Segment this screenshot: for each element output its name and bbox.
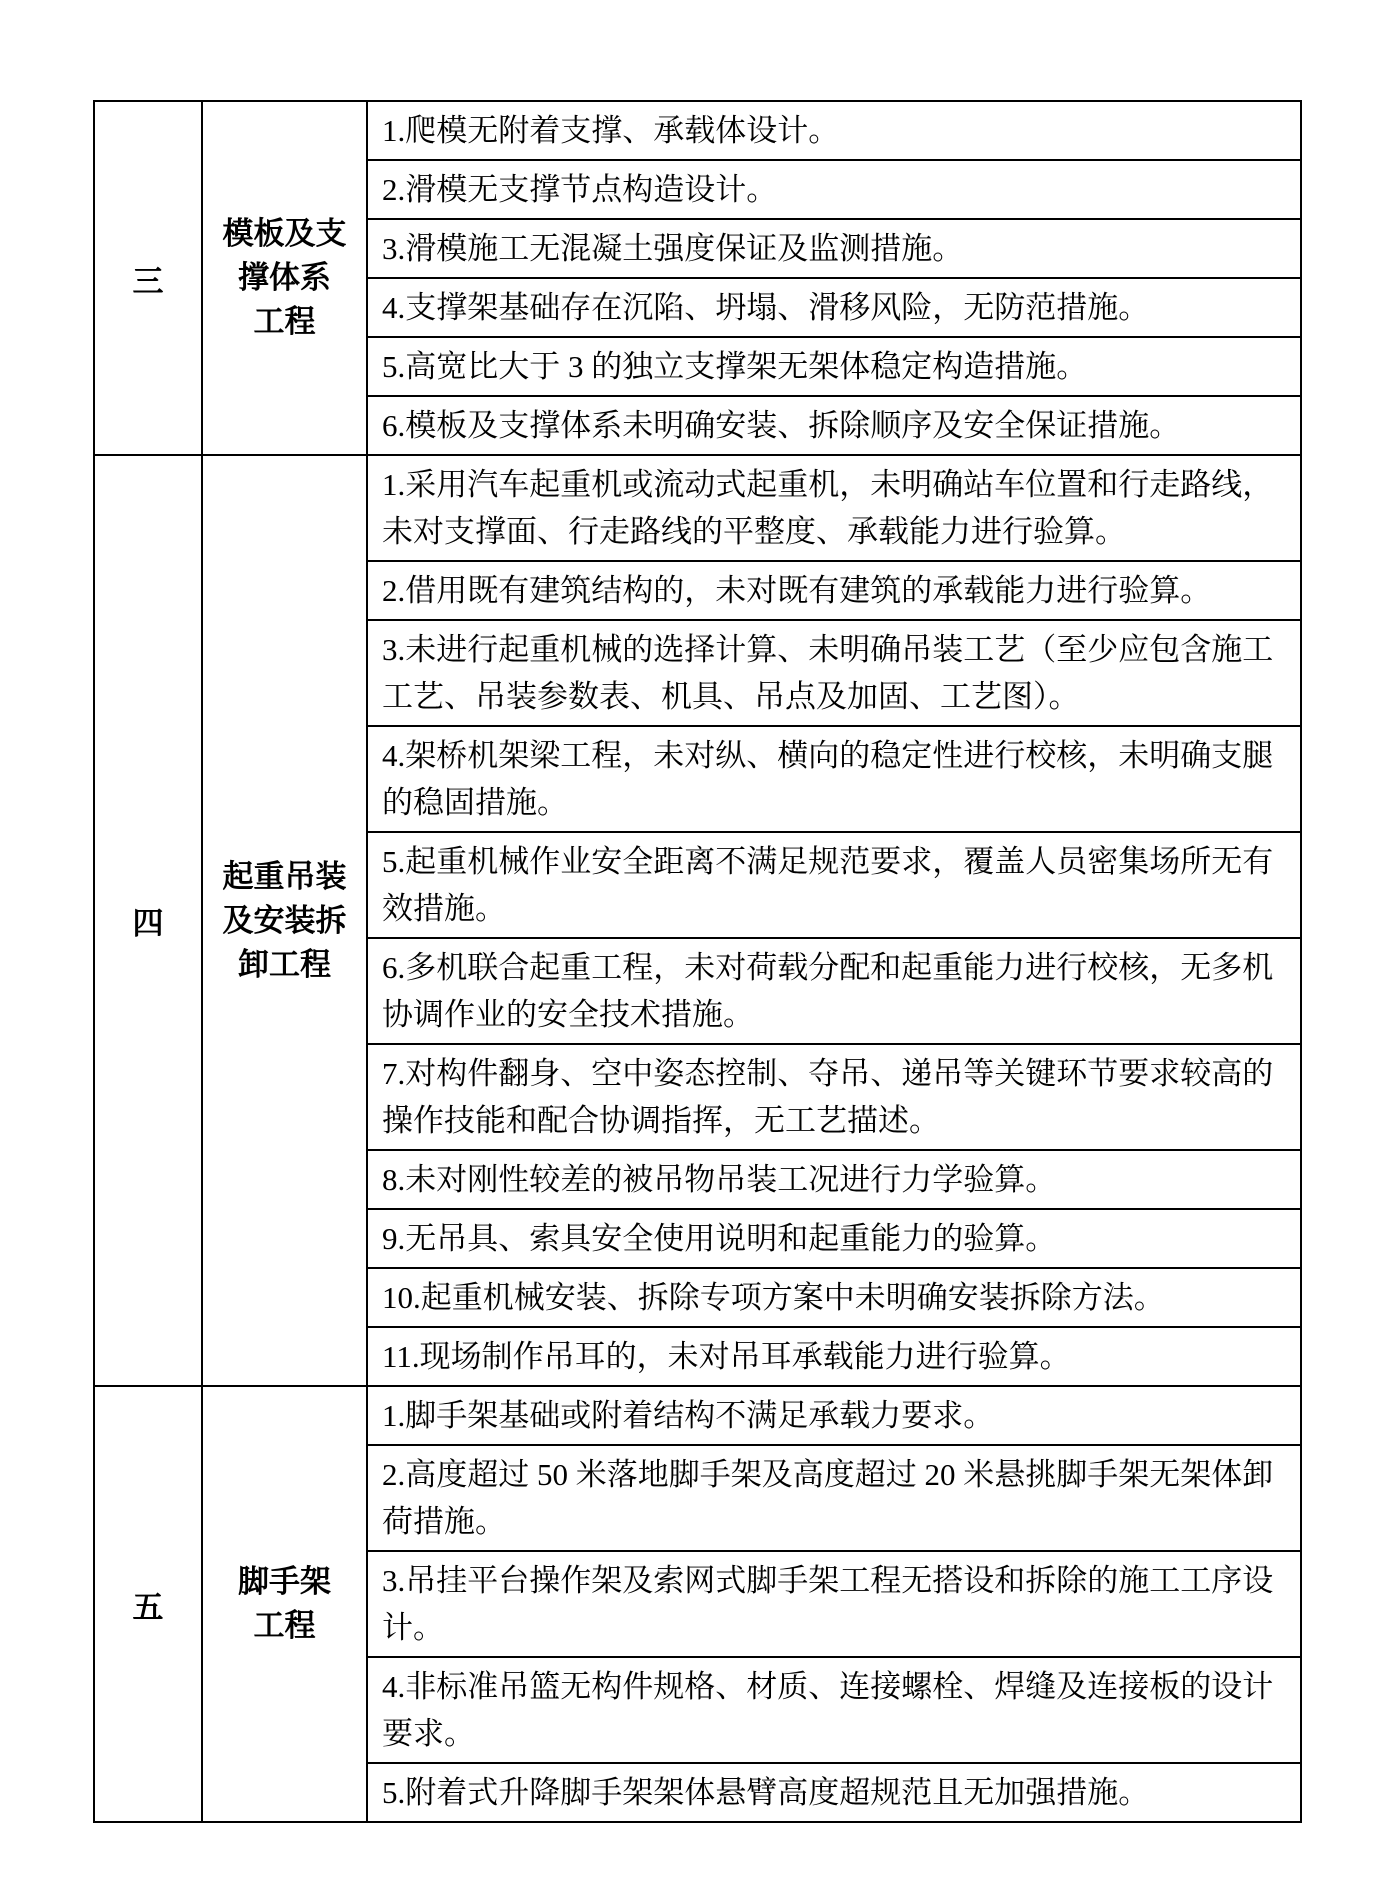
table-row [368, 1446, 1300, 1552]
table-row [368, 1552, 1300, 1658]
table-section [95, 102, 1300, 456]
item-text: 3.未进行起重机械的选择计算、未明确吊装工艺（至少应包含施工工艺、吊装参数表、机具、吊点及加固、工艺图）。 [382, 632, 1274, 714]
section-category-cell [203, 102, 368, 454]
table-row [368, 456, 1300, 562]
section-category-line: 工程 [253, 1608, 316, 1643]
section-category-line: 卸工程 [238, 946, 331, 982]
section-number-cell [95, 102, 203, 454]
section-category [223, 212, 347, 344]
section-number-cell [95, 456, 203, 1385]
table-row [368, 1269, 1300, 1328]
table-section [95, 1387, 1300, 1821]
item-text: 3.滑模施工无混凝土强度保证及监测措施。 [382, 231, 964, 266]
section-category-line: 模板及支 [222, 216, 347, 251]
item-text: 1.爬模无附着支撑、承载体设计。 [382, 113, 840, 148]
table-row [368, 1387, 1300, 1446]
item-text: 4.支撑架基础存在沉陷、坍塌、滑移风险，无防范措施。 [382, 290, 1150, 325]
table-row [368, 939, 1300, 1045]
item-text: 3.吊挂平台操作架及索网式脚手架工程无搭设和拆除的施工工序设计。 [382, 1563, 1274, 1645]
section-category-cell [203, 456, 368, 1385]
table-row [368, 1658, 1300, 1764]
item-text: 9.无吊具、索具安全使用说明和起重能力的验算。 [382, 1221, 1057, 1256]
table-row [368, 621, 1300, 727]
section-number: 三 [132, 263, 164, 299]
item-text: 4.架桥机架梁工程，未对纵、横向的稳定性进行校核，未明确支腿的稳固措施。 [382, 738, 1274, 820]
item-text: 5.起重机械作业安全距离不满足规范要求，覆盖人员密集场所无有效措施。 [382, 844, 1274, 926]
section-items [368, 456, 1300, 1385]
table-row [368, 833, 1300, 939]
table-row [368, 1764, 1300, 1821]
item-text: 10.起重机械安装、拆除专项方案中未明确安装拆除方法。 [382, 1280, 1165, 1315]
table-row [368, 220, 1300, 279]
table-row [368, 562, 1300, 621]
table-row [368, 1045, 1300, 1151]
section-number: 四 [132, 906, 164, 941]
item-text: 11.现场制作吊耳的，未对吊耳承载能力进行验算。 [382, 1339, 1071, 1374]
item-text: 4.非标准吊篮无构件规格、材质、连接螺栓、焊缝及连接板的设计要求。 [382, 1669, 1274, 1751]
table-row [368, 1328, 1300, 1385]
section-items [368, 102, 1300, 454]
section-category-line: 脚手架 [238, 1564, 331, 1599]
section-category [238, 1560, 331, 1648]
table-row [368, 397, 1300, 454]
item-text: 2.高度超过 50 米落地脚手架及高度超过 20 米悬挑脚手架无架体卸荷措施。 [382, 1457, 1274, 1539]
table-row [368, 102, 1300, 161]
item-text: 5.附着式升降脚手架架体悬臂高度超规范且无加强措施。 [382, 1775, 1150, 1810]
risk-table [93, 100, 1302, 1823]
table-row [368, 1151, 1300, 1210]
section-category-line: 起重吊装 [222, 858, 347, 894]
section-category-line: 撑体系 [238, 260, 331, 295]
item-text: 5.高宽比大于 3 的独立支撑架无架体稳定构造措施。 [382, 349, 1088, 384]
item-text: 1.采用汽车起重机或流动式起重机，未明确站车位置和行走路线，未对支撑面、行走路线的平整度、承载能力进行验算。 [382, 467, 1274, 549]
table-row [368, 279, 1300, 338]
section-category-cell [203, 1387, 368, 1821]
item-text: 7.对构件翻身、空中姿态控制、夺吊、递吊等关键环节要求较高的操作技能和配合协调指挥，无工艺描述。 [382, 1056, 1274, 1138]
item-text: 2.滑模无支撑节点构造设计。 [382, 172, 778, 207]
item-text: 2.借用既有建筑结构的，未对既有建筑的承载能力进行验算。 [382, 573, 1212, 608]
section-category [223, 855, 347, 987]
table-row [368, 727, 1300, 833]
section-category-line: 工程 [253, 304, 316, 339]
table-row [368, 338, 1300, 397]
table-row [368, 1210, 1300, 1269]
section-number-cell [95, 1387, 203, 1821]
item-text: 8.未对刚性较差的被吊物吊装工况进行力学验算。 [382, 1162, 1057, 1197]
section-category-line: 及安装拆 [222, 902, 347, 938]
table-row [368, 161, 1300, 220]
item-text: 1.脚手架基础或附着结构不满足承载力要求。 [382, 1398, 995, 1433]
item-text: 6.多机联合起重工程，未对荷载分配和起重能力进行校核，无多机协调作业的安全技术措施。 [382, 950, 1274, 1032]
table-section [95, 456, 1300, 1387]
section-items [368, 1387, 1300, 1821]
section-number: 五 [132, 1589, 164, 1625]
item-text: 6.模板及支撑体系未明确安装、拆除顺序及安全保证措施。 [382, 408, 1181, 443]
